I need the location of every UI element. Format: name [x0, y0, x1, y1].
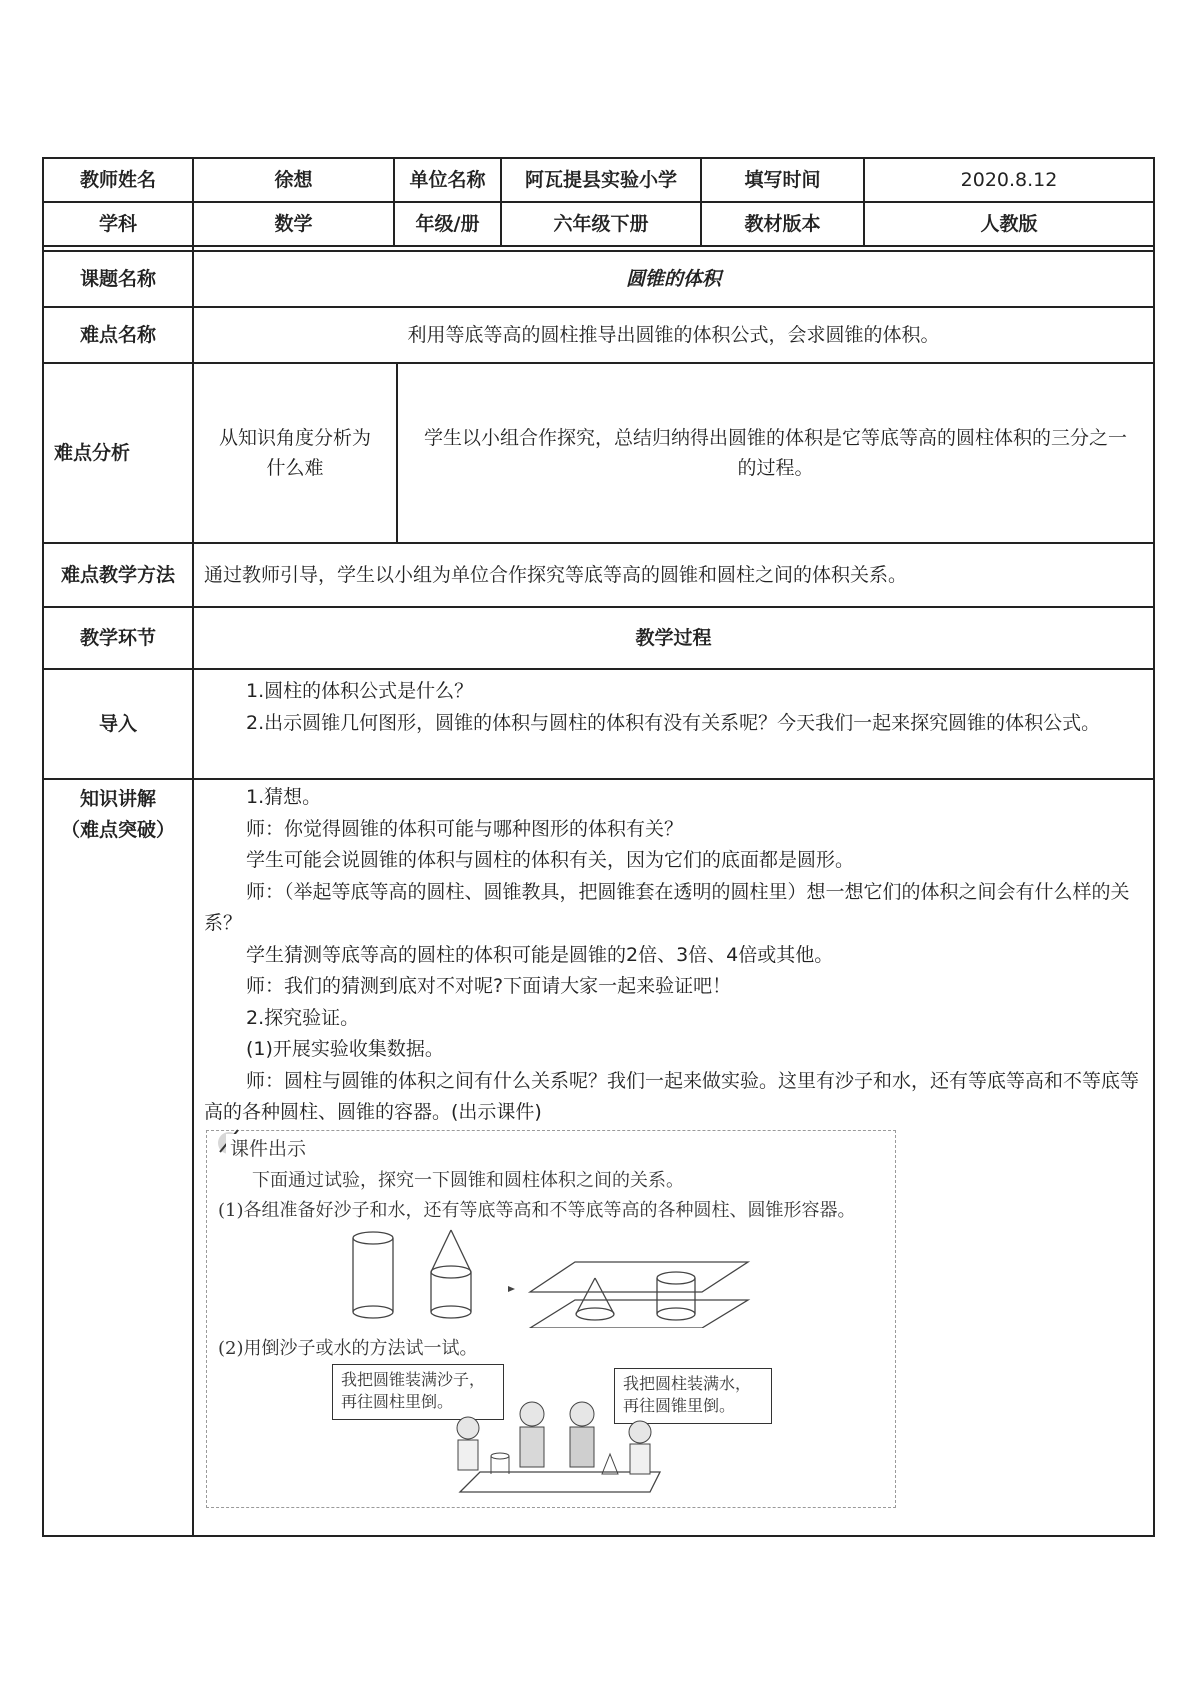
process-value: 教学过程 — [635, 627, 712, 649]
bubble-right-line: 我把圆柱装满水， — [623, 1374, 752, 1393]
intro-label: 导入 — [98, 713, 137, 735]
method-label: 难点教学方法 — [60, 564, 175, 586]
row-divider — [42, 668, 1155, 670]
courseware-title: 课件出示 — [226, 1134, 310, 1161]
courseware-line2: (1)各组准备好沙子和水，还有等底等高和不等底等高的各种圆柱、圆锥形容器。 — [218, 1200, 856, 1221]
lecture-label-line1: 知识讲解 — [79, 788, 156, 810]
courseware-line3: (2)用倒沙子或水的方法试一试。 — [218, 1338, 478, 1359]
process-label: 教学环节 — [79, 627, 156, 649]
topic-value: 圆锥的体积 — [625, 268, 721, 290]
date-label: 填写时间 — [744, 169, 821, 191]
subject-value: 数学 — [274, 213, 313, 235]
subject-label: 学科 — [98, 213, 137, 235]
lecture-line: 2.探究验证。 — [246, 1006, 360, 1029]
teacher-label: 教师姓名 — [79, 169, 156, 191]
difficulty-value: 利用等底等高的圆柱推导出圆锥的体积公式，会求圆锥的体积。 — [407, 324, 940, 346]
intro-line: 2.出示圆锥几何图形，圆锥的体积与圆柱的体积有没有关系呢？今天我们一起来探究圆锥的体积公式。 — [246, 711, 1101, 734]
lecture-label-line2: （难点突破） — [60, 819, 175, 841]
topic-label: 课题名称 — [79, 268, 156, 290]
unit-label: 单位名称 — [409, 169, 486, 191]
lecture-line: 1.猜想。 — [246, 786, 322, 808]
grade-label: 年级/册 — [415, 213, 480, 235]
edition-label: 教材版本 — [744, 213, 821, 235]
bubble-right-line: 再往圆锥里倒。 — [623, 1396, 736, 1415]
edition-value: 人教版 — [980, 213, 1038, 235]
analysis-label: 难点分析 — [54, 442, 131, 464]
bubble-left-line: 再往圆柱里倒。 — [341, 1392, 454, 1411]
unit-value: 阿瓦提县实验小学 — [524, 169, 677, 191]
students-illustration — [440, 1392, 690, 1500]
lecture-line: 师：圆柱与圆锥的体积之间有什么关系呢？我们一起来做实验。这里有沙子和水，还有等底等高和不等底等高的各种圆柱、圆锥的容器。(出示课件) — [204, 1069, 1140, 1123]
analysis-value: 学生以小组合作探究，总结归纳得出圆锥的体积是它等底等高的圆柱体积的三分之一的过程。 — [423, 427, 1127, 479]
table-border — [42, 1535, 1155, 1537]
lecture-content — [204, 782, 1148, 1129]
lecture-line: 学生可能会说圆锥的体积与圆柱的体积有关，因为它们的底面都是圆形。 — [246, 849, 855, 871]
lecture-line: 师：我们的猜测到底对不对呢?下面请大家一起来验证吧！ — [246, 975, 732, 997]
lecture-line: 师：（举起等底等高的圆柱、圆锥教具，把圆锥套在透明的圆柱里）想一想它们的体积之间会有什么样的关系？ — [204, 880, 1130, 934]
solids-illustration — [340, 1228, 760, 1328]
intro-line: 1.圆柱的体积公式是什么？ — [246, 680, 474, 702]
lecture-line: (1)开展实验收集数据。 — [246, 1038, 444, 1060]
table-border — [1153, 157, 1155, 1537]
row-divider — [42, 245, 1155, 247]
difficulty-label: 难点名称 — [79, 324, 156, 346]
bubble-left-line: 我把圆锥装满沙子， — [341, 1370, 486, 1389]
lecture-line: 学生猜测等底等高的圆柱的体积可能是圆锥的2倍、3倍、4倍或其他。 — [246, 943, 834, 966]
grade-value: 六年级下册 — [553, 213, 649, 235]
method-value: 通过教师引导，学生以小组为单位合作探究等底等高的圆锥和圆柱之间的体积关系。 — [204, 564, 908, 586]
lecture-label — [44, 784, 192, 846]
analysis-sub-label: 从知识角度分析为什么难 — [218, 427, 371, 479]
courseware-line1: 下面通过试验，探究一下圆锥和圆柱体积之间的关系。 — [252, 1170, 684, 1191]
lecture-line: 师：你觉得圆锥的体积可能与哪种图形的体积有关？ — [246, 817, 684, 840]
teacher-value: 徐想 — [274, 169, 313, 191]
intro-content — [204, 676, 1144, 739]
date-value: 2020.8.12 — [960, 169, 1058, 191]
row-divider — [42, 778, 1155, 780]
